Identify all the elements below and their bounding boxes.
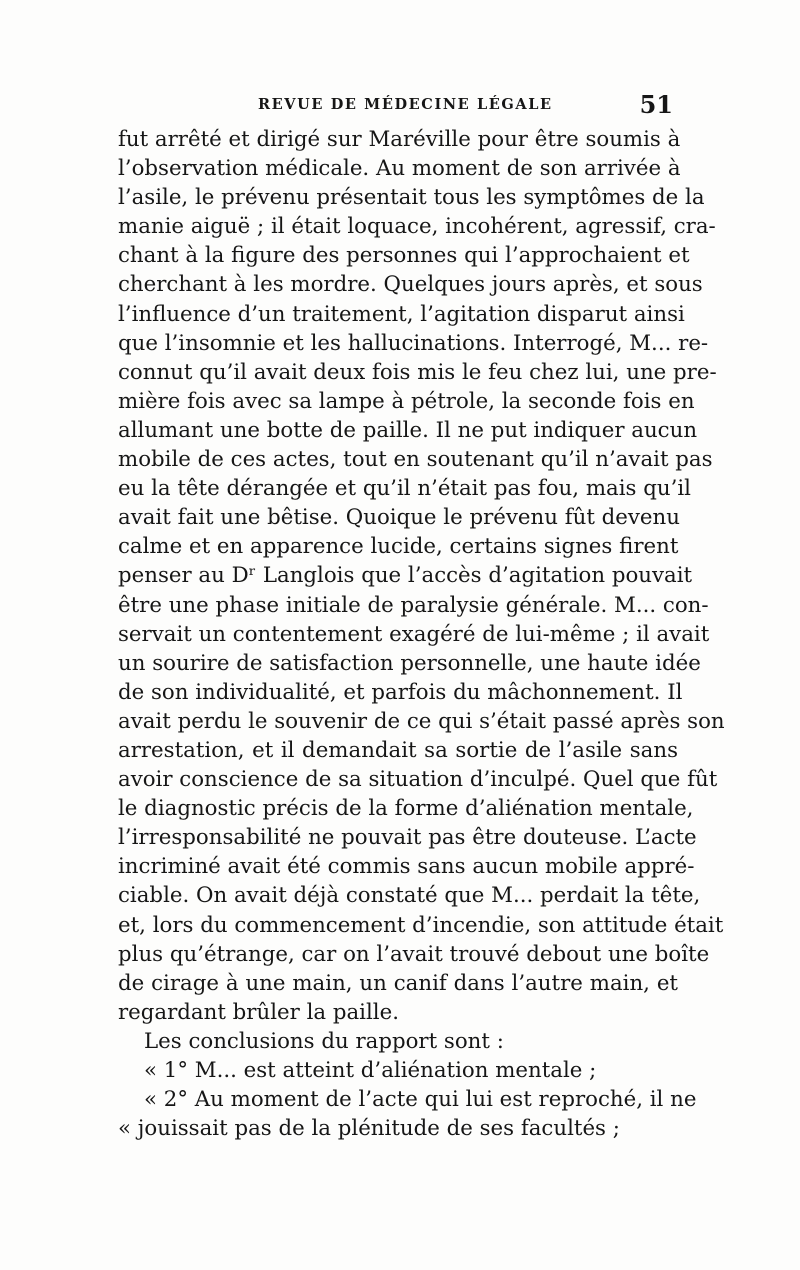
text-line: incriminé avait été commis sans aucun mobile appré- bbox=[118, 854, 695, 880]
text-line: calme et en apparence lucide, certains signes firent bbox=[118, 534, 679, 560]
text-line: servait un contentement exagéré de lui-même ; il avait bbox=[118, 621, 710, 647]
text-line: manie aiguë ; il était loquace, incohérent, agressif, cra- bbox=[118, 214, 716, 240]
text-line: « 2° Au moment de l’acte qui lui est reproché, il ne bbox=[144, 1087, 697, 1113]
text-line: l’observation médicale. Au moment de son arrivée à bbox=[118, 156, 681, 182]
running-title: REVUE DE MÉDECINE LÉGALE bbox=[258, 96, 553, 113]
text-line: Les conclusions du rapport sont : bbox=[144, 1028, 504, 1054]
text-line: être une phase initiale de paralysie générale. M... con- bbox=[118, 592, 709, 618]
page-number: 51 bbox=[639, 90, 673, 119]
text-line: arrestation, et il demandait sa sortie de l’asile sans bbox=[118, 737, 678, 763]
text-line: mobile de ces actes, tout en soutenant qu’il n’avait pas bbox=[118, 447, 713, 473]
text-line: connut qu’il avait deux fois mis le feu chez lui, une pre- bbox=[118, 359, 717, 385]
text-line: penser au Dʳ Langlois que l’accès d’agitation pouvait bbox=[118, 563, 693, 589]
text-line: cherchant à les mordre. Quelques jours après, et sous bbox=[118, 272, 703, 298]
text-line: l’influence d’un traitement, l’agitation disparut ainsi bbox=[118, 301, 685, 327]
body-text bbox=[118, 125, 725, 1143]
text-line: regardant brûler la paille. bbox=[118, 999, 399, 1025]
text-line: que l’insomnie et les hallucinations. Interrogé, M... re- bbox=[118, 330, 709, 356]
text-line: avoir conscience de sa situation d’inculpé. Quel que fût bbox=[118, 767, 718, 793]
text-line: et, lors du commencement d’incendie, son attitude était bbox=[118, 912, 724, 938]
text-line: chant à la figure des personnes qui l’approchaient et bbox=[118, 243, 690, 269]
page-header bbox=[118, 92, 673, 122]
text-line: l’asile, le prévenu présentait tous les symptômes de la bbox=[118, 185, 705, 211]
text-line: eu la tête dérangée et qu’il n’était pas fou, mais qu’il bbox=[118, 476, 691, 502]
text-line: avait perdu le souvenir de ce qui s’était passé après son bbox=[118, 708, 725, 734]
text-line: l’irresponsabilité ne pouvait pas être douteuse. L’acte bbox=[118, 825, 697, 851]
text-line: mière fois avec sa lampe à pétrole, la seconde fois en bbox=[118, 388, 695, 414]
text-line: allumant une botte de paille. Il ne put indiquer aucun bbox=[118, 417, 698, 443]
text-line: « 1° M... est atteint d’aliénation mentale ; bbox=[144, 1058, 597, 1083]
text-line: de son individualité, et parfois du mâchonnement. Il bbox=[118, 679, 683, 705]
text-line: plus qu’étrange, car on l’avait trouvé debout une boîte bbox=[118, 941, 710, 967]
text-line: fut arrêté et dirigé sur Maréville pour être soumis à bbox=[118, 127, 681, 152]
text-line: le diagnostic précis de la forme d’aliénation mentale, bbox=[118, 796, 694, 822]
text-line: avait fait une bêtise. Quoique le prévenu fût devenu bbox=[118, 505, 680, 531]
text-line: « jouissait pas de la plénitude de ses facultés ; bbox=[118, 1116, 620, 1142]
text-line: ciable. On avait déjà constaté que M... perdait la tête, bbox=[118, 883, 701, 909]
text-line: de cirage à une main, un canif dans l’autre main, et bbox=[118, 970, 678, 996]
text-line: un sourire de satisfaction personnelle, une haute idée bbox=[118, 650, 701, 676]
